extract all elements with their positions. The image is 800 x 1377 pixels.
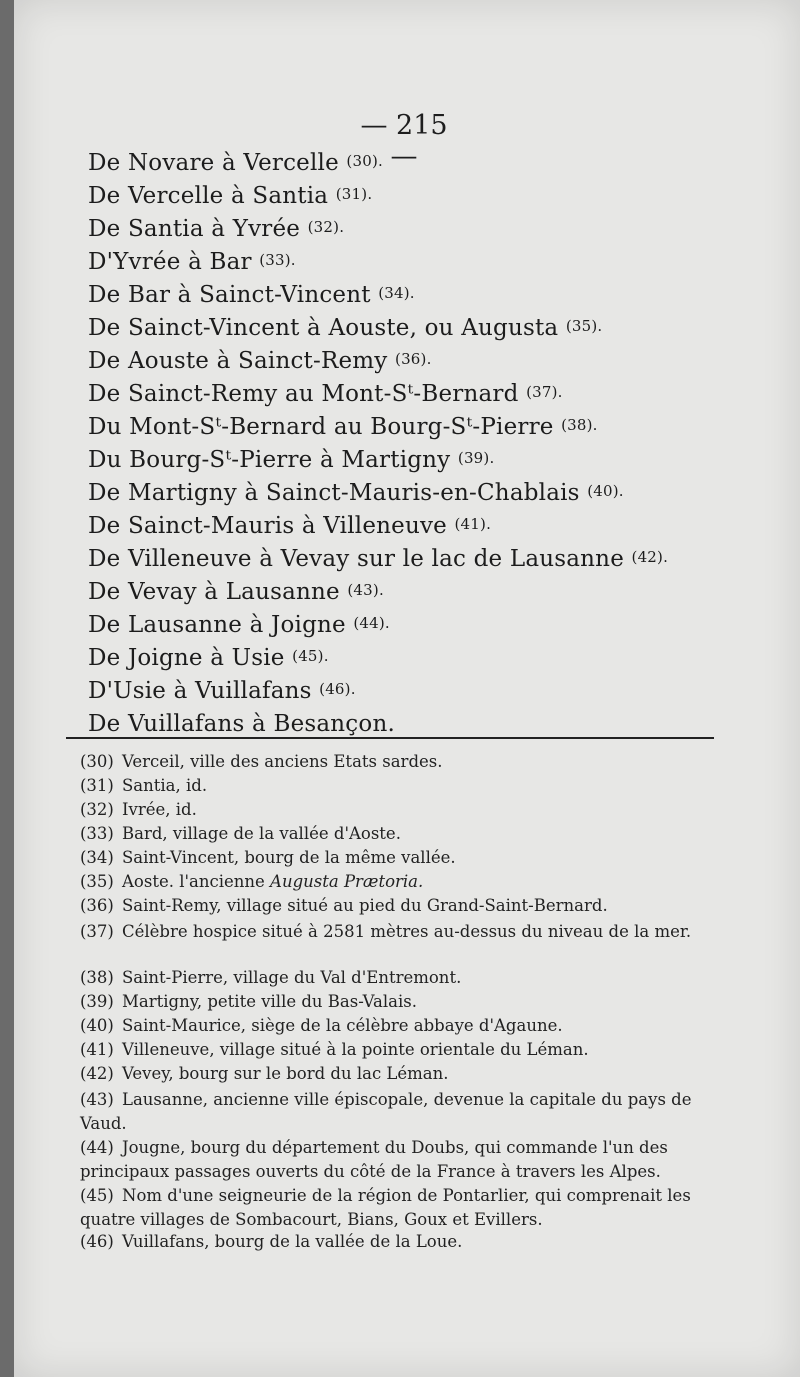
route-line bbox=[88, 579, 384, 605]
footnote bbox=[80, 824, 720, 843]
footnote-text: Saint-Maurice, siège de la célèbre abbaye d'Agaune. bbox=[122, 1016, 563, 1035]
route-text: De Santia à Yvrée bbox=[88, 216, 308, 242]
footnote bbox=[80, 872, 720, 891]
footnote-text: Ivrée, id. bbox=[122, 800, 197, 819]
route-text: De Bar à Sainct-Vincent bbox=[88, 282, 379, 308]
footnote-text: Villeneuve, village situé à la pointe orientale du Léman. bbox=[122, 1040, 589, 1059]
route-text: D'Yvrée à Bar bbox=[88, 249, 260, 275]
page-number: — 215 — bbox=[360, 110, 448, 172]
route-text: De Sainct-Vincent à Aouste, ou Augusta bbox=[88, 315, 566, 341]
footnote-ref: (30). bbox=[346, 152, 383, 170]
footnote bbox=[80, 1232, 720, 1251]
footnote bbox=[80, 1136, 720, 1184]
footnote bbox=[80, 1040, 720, 1059]
footnote-number: (42) bbox=[80, 1064, 114, 1083]
footnote-ref: (46). bbox=[319, 680, 356, 698]
route-line bbox=[88, 480, 624, 506]
footnote-ref: (45). bbox=[292, 647, 329, 665]
footnote-number: (40) bbox=[80, 1016, 114, 1035]
footnote-number: (35) bbox=[80, 872, 114, 891]
footnote-ref: (32). bbox=[307, 218, 345, 236]
footnote-number: (33) bbox=[80, 824, 114, 843]
route-text: De Novare à Vercelle bbox=[88, 150, 347, 176]
route-line bbox=[88, 447, 494, 473]
footnote-number: (44) bbox=[80, 1138, 114, 1157]
footnote-text: Saint-Vincent, bourg de la même vallée. bbox=[122, 848, 456, 867]
route-line bbox=[88, 513, 491, 539]
route-text: D'Usie à Vuillafans bbox=[88, 678, 320, 704]
footnote-ref: (39). bbox=[457, 449, 495, 467]
footnote-text: Aoste. l'ancienne bbox=[122, 872, 271, 891]
footnote-number: (31) bbox=[80, 776, 114, 795]
route-line bbox=[88, 249, 296, 275]
footnote-text: Lausanne, ancienne ville épiscopale, devenue la capitale du pays de Vaud. bbox=[80, 1090, 692, 1133]
footnote-ref: (31). bbox=[335, 185, 373, 203]
footnote-ref: (36). bbox=[395, 350, 432, 368]
footnote-number: (30) bbox=[80, 752, 114, 771]
footnote-text: Verceil, ville des anciens Etats sardes. bbox=[122, 752, 443, 771]
footnote-text: Vevey, bourg sur le bord du lac Léman. bbox=[122, 1064, 449, 1083]
footnote-number: (39) bbox=[80, 992, 114, 1011]
footnote-text: Nom d'une seigneurie de la région de Pontarlier, qui comprenait les quatre villages de Sombacourt, Bians, Goux et Evillers. bbox=[80, 1186, 691, 1229]
route-text: De Villeneuve à Vevay sur le lac de Lausanne bbox=[88, 546, 632, 572]
route-line bbox=[88, 282, 415, 308]
footnote-ref: (38). bbox=[561, 416, 598, 434]
footnote-ref: (42). bbox=[631, 548, 669, 566]
route-text: De Martigny à Sainct-Mauris-en-Chablais bbox=[88, 480, 588, 506]
footnote bbox=[80, 752, 720, 771]
footnote-number: (36) bbox=[80, 896, 114, 915]
footnote-text: Vuillafans, bourg de la vallée de la Loue. bbox=[122, 1232, 463, 1251]
route-line bbox=[88, 645, 329, 671]
footnote-ref: (37). bbox=[526, 383, 563, 401]
route-text: De Sainct-Remy au Mont-Sᵗ-Bernard bbox=[88, 381, 527, 407]
footnote-ref: (33). bbox=[259, 251, 296, 269]
footnote bbox=[80, 1184, 720, 1232]
footnote bbox=[80, 800, 720, 819]
footnote-ref: (41). bbox=[454, 515, 492, 533]
route-line bbox=[88, 216, 344, 242]
footnote-number: (43) bbox=[80, 1090, 114, 1109]
route-text: De Aouste à Sainct-Remy bbox=[88, 348, 396, 374]
route-text: De Sainct-Mauris à Villeneuve bbox=[88, 513, 455, 539]
route-text: Du Bourg-Sᵗ-Pierre à Martigny bbox=[88, 447, 458, 473]
footnote-number: (37) bbox=[80, 922, 114, 941]
footnote-text: Saint-Remy, village situé au pied du Grand-Saint-Bernard. bbox=[122, 896, 608, 915]
route-line bbox=[88, 414, 598, 440]
footnote-ref: (43). bbox=[347, 581, 384, 599]
footnote-number: (38) bbox=[80, 968, 114, 987]
route-line bbox=[88, 150, 383, 176]
route-line bbox=[88, 315, 602, 341]
footnote-text: Bard, village de la vallée d'Aoste. bbox=[122, 824, 401, 843]
footnote-number: (45) bbox=[80, 1186, 114, 1205]
route-line bbox=[88, 612, 390, 638]
footnote-number: (32) bbox=[80, 800, 114, 819]
route-text: De Vevay à Lausanne bbox=[88, 579, 348, 605]
route-text: De Vuillafans à Besançon. bbox=[88, 711, 395, 737]
footnote bbox=[80, 1064, 720, 1083]
footnote-text: Jougne, bourg du département du Doubs, qui commande l'un des principaux passages ouverts du côté de la France à travers les Alpes. bbox=[80, 1138, 668, 1181]
footnote bbox=[80, 896, 720, 915]
route-text: De Joigne à Usie bbox=[88, 645, 293, 671]
footnote bbox=[80, 776, 720, 795]
footnote-text: Martigny, petite ville du Bas-Valais. bbox=[122, 992, 417, 1011]
route-line bbox=[88, 711, 395, 737]
footnote-divider bbox=[66, 737, 714, 739]
footnote bbox=[80, 1016, 720, 1035]
route-text: Du Mont-Sᵗ-Bernard au Bourg-Sᵗ-Pierre bbox=[88, 414, 562, 440]
footnote bbox=[80, 920, 720, 944]
route-text: De Lausanne à Joigne bbox=[88, 612, 354, 638]
footnote bbox=[80, 848, 720, 867]
footnote bbox=[80, 968, 720, 987]
route-line bbox=[88, 348, 432, 374]
route-text: De Vercelle à Santia bbox=[88, 183, 336, 209]
footnote-number: (34) bbox=[80, 848, 114, 867]
footnote-text: Santia, id. bbox=[122, 776, 208, 795]
document-page bbox=[14, 0, 800, 1377]
footnote-italic-text: Augusta Prætoria. bbox=[270, 872, 424, 891]
footnote-text: Célèbre hospice situé à 2581 mètres au-dessus du niveau de la mer. bbox=[122, 922, 692, 941]
footnote-number: (41) bbox=[80, 1040, 114, 1059]
route-line bbox=[88, 381, 563, 407]
route-line bbox=[88, 678, 356, 704]
footnote-ref: (40). bbox=[587, 482, 624, 500]
footnote-text: Saint-Pierre, village du Val d'Entremont. bbox=[122, 968, 462, 987]
footnote-ref: (44). bbox=[353, 614, 390, 632]
route-line bbox=[88, 546, 668, 572]
footnote bbox=[80, 1088, 720, 1136]
footnote-ref: (35). bbox=[565, 317, 603, 335]
footnote-number: (46) bbox=[80, 1232, 114, 1251]
route-line bbox=[88, 183, 372, 209]
footnote bbox=[80, 992, 720, 1011]
footnote-ref: (34). bbox=[378, 284, 415, 302]
